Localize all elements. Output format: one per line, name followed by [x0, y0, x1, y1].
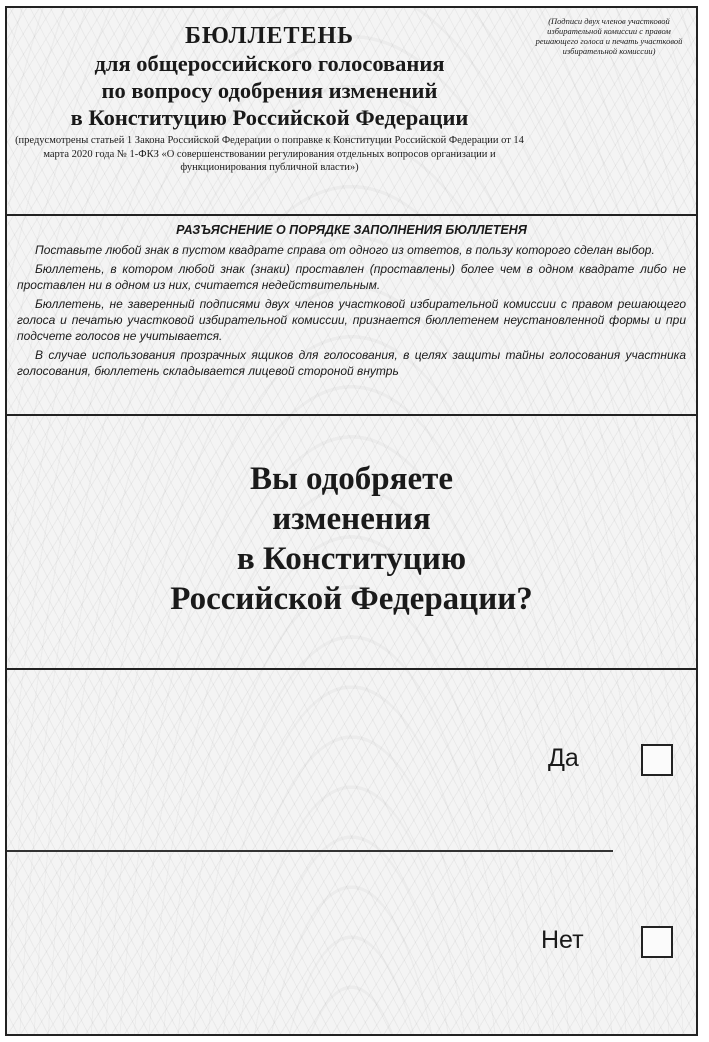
- question-section: [7, 423, 696, 668]
- instructions-text: [7, 239, 696, 379]
- question-line: Вы одобряете: [250, 460, 453, 497]
- no-label: Нет: [541, 926, 584, 954]
- subtitle-line-1: для общероссийского голосования: [94, 51, 445, 76]
- ballot-title: БЮЛЛЕТЕНЬ: [184, 23, 355, 49]
- question-line: в Конституцию: [236, 540, 467, 577]
- title-block: [7, 22, 532, 175]
- subtitle-line-3: в Конституцию Российской Федерации: [70, 105, 469, 130]
- options-divider: [7, 850, 613, 852]
- subtitle-line-2: по вопросу одобрения изменений: [101, 78, 438, 103]
- instruction-paragraph: В случае использования прозрачных ящиков для голосования, в целях защиты тайны голосования участника голосования, бюллетень складывается лицевой стороной внутрь: [17, 348, 686, 378]
- instructions-title: РАЗЪЯСНЕНИЕ О ПОРЯДКЕ ЗАПОЛНЕНИЯ БЮЛЛЕТЕНЯ: [176, 223, 527, 237]
- yes-label: Да: [548, 744, 579, 772]
- no-checkbox[interactable]: [641, 926, 673, 958]
- question-line: Российской Федерации?: [170, 580, 533, 617]
- instruction-paragraph: Бюллетень, не заверенный подписями двух членов участковой избирательной комиссии с правом решающего голоса и печатью участковой избирательной комиссии, признается бюллетенем неустановленной формы и при подсчете голосов не учитывается.: [17, 297, 686, 343]
- instruction-paragraph: Поставьте любой знак в пустом квадрате справа от одного из ответов, в пользу которого сделан выбор.: [35, 243, 655, 257]
- instructions-divider: [7, 414, 696, 416]
- signature-note: (Подписи двух членов участковой избирательной комиссии с правом решающего голоса и печать участковой избирательной комиссии): [535, 16, 683, 56]
- question-line: изменения: [272, 500, 431, 537]
- instruction-paragraph: Бюллетень, в котором любой знак (знаки) проставлен (проставлены) более чем в одном квадрате либо не проставлен ни в одном из них, считается недействительным.: [17, 262, 686, 292]
- question-divider: [7, 668, 696, 670]
- question-text: [122, 459, 582, 619]
- ballot-header: [7, 8, 696, 216]
- ballot: [5, 6, 698, 1036]
- header-divider: [7, 214, 696, 216]
- instructions-section: [7, 220, 696, 416]
- yes-checkbox[interactable]: [641, 744, 673, 776]
- law-reference: (предусмотрены статьей 1 Закона Российской Федерации о поправке к Конституции Российской Федерации от 14 марта 2020 года № 1-ФКЗ «О совершенствовании регулирования отдельных вопросов организации и функционирования публичной власти»): [15, 135, 524, 173]
